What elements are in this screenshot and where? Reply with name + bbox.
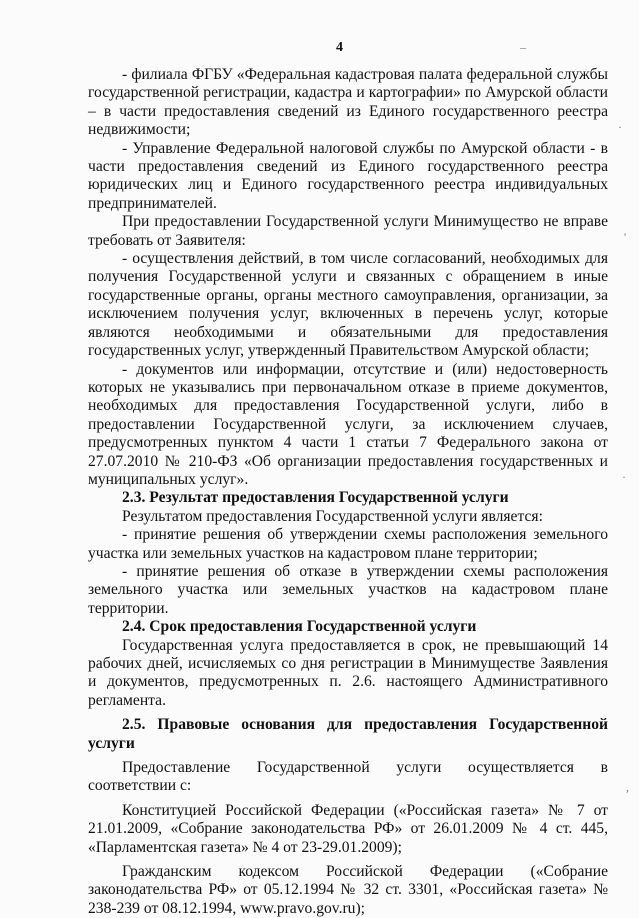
scan-edge-mark: ' [624, 230, 627, 244]
paragraph-fgbu: - филиала ФГБУ «Федеральная кадастровая палата федеральной службы государственной регистрации, кадастра и картографии» по Амурской области – в части предоставления сведений из Единого государственного реестра недвижимости; [88, 66, 608, 139]
paragraph-term: Государственная услуга предоставляется в срок, не превышающий 14 рабочих дней, исчисляемых со дня регистрации в Минимуществе Заявления и документов, предусмотренных п. 2.6. настоящего Административного регламента. [88, 636, 608, 709]
document-body [88, 66, 608, 918]
paragraph-legal-intro: Предоставление Государственной услуги осуществляется в соответствии с: [88, 759, 608, 795]
paragraph-constitution: Конституцией Российской Федерации («Российская газета» № 7 от 21.01.2009, «Собрание законодательства РФ» от 26.01.2009 № 4 ст. 445, «Парламентская газета» № 4 от 23-29.01.2009); [88, 801, 608, 856]
scan-edge-mark: · [618, 120, 622, 134]
section-heading-2-4: 2.4. Срок предоставления Государственной услуги [122, 618, 477, 636]
paragraph-result-approve: - принятие решения об утверждении схемы расположения земельного участка или земельных участков на кадастровом плане территории; [88, 526, 608, 562]
paragraph-documents: - документов или информации, отсутствие и (или) недостоверность которых не указывались при первоначальном отказе в приеме документов, необходимых для предоставления Государственной услуги, либо в предоставлении Государственной услуги, за исключением случаев, предусмотренных пунктом 4 части 1 статьи 7 Федерального закона от 27.07.2010 № 210-ФЗ «Об организации предоставления государственных и муниципальных услуг». [88, 360, 608, 488]
paragraph-civil-code: Гражданским кодексом Российской Федерации («Собрание законодательства РФ» от 05.12.1994 № 32 ст. 3301, «Российская газета» № 238-239 от 08.12.1994, www.pravo.gov.ru); [88, 863, 608, 917]
paragraph-result-intro: Результатом предоставления Государственной услуги является: [122, 507, 543, 525]
paragraph-result-refuse: - принятие решения об отказе в утверждении схемы расположения земельного участка или земельных участков на кадастровом плане территории. [88, 562, 608, 617]
scan-edge-mark: – [520, 40, 526, 54]
page-number: 4 [336, 40, 343, 55]
section-heading-2-3: 2.3. Результат предоставления Государственной услуги [122, 489, 509, 507]
section-heading-2-5: 2.5. Правовые основания для предоставления Государственной услуги [88, 716, 608, 752]
paragraph-fns: - Управление Федеральной налоговой службы по Амурской области - в части предоставления сведений из Единого государственного реестра юридических лиц и Единого государственного реестра индивидуальных предпринимателей. [88, 139, 608, 212]
scan-edge-mark: · [622, 470, 626, 484]
scan-edge-mark: , [626, 780, 629, 794]
paragraph-not-entitled: При предоставлении Государственной услуги Минимущество не вправе требовать от Заявителя: [88, 213, 608, 249]
paragraph-actions: - осуществления действий, в том числе согласований, необходимых для получения Государственной услуги и связанных с обращением в иные государственные органы, органы местного самоуправления, организации, за исключением получения услуг, включенных в перечень услуг, которые являются необходимыми и обязательными для предоставления государственных услуг, утвержденный Правительством Амурской области; [88, 250, 608, 360]
